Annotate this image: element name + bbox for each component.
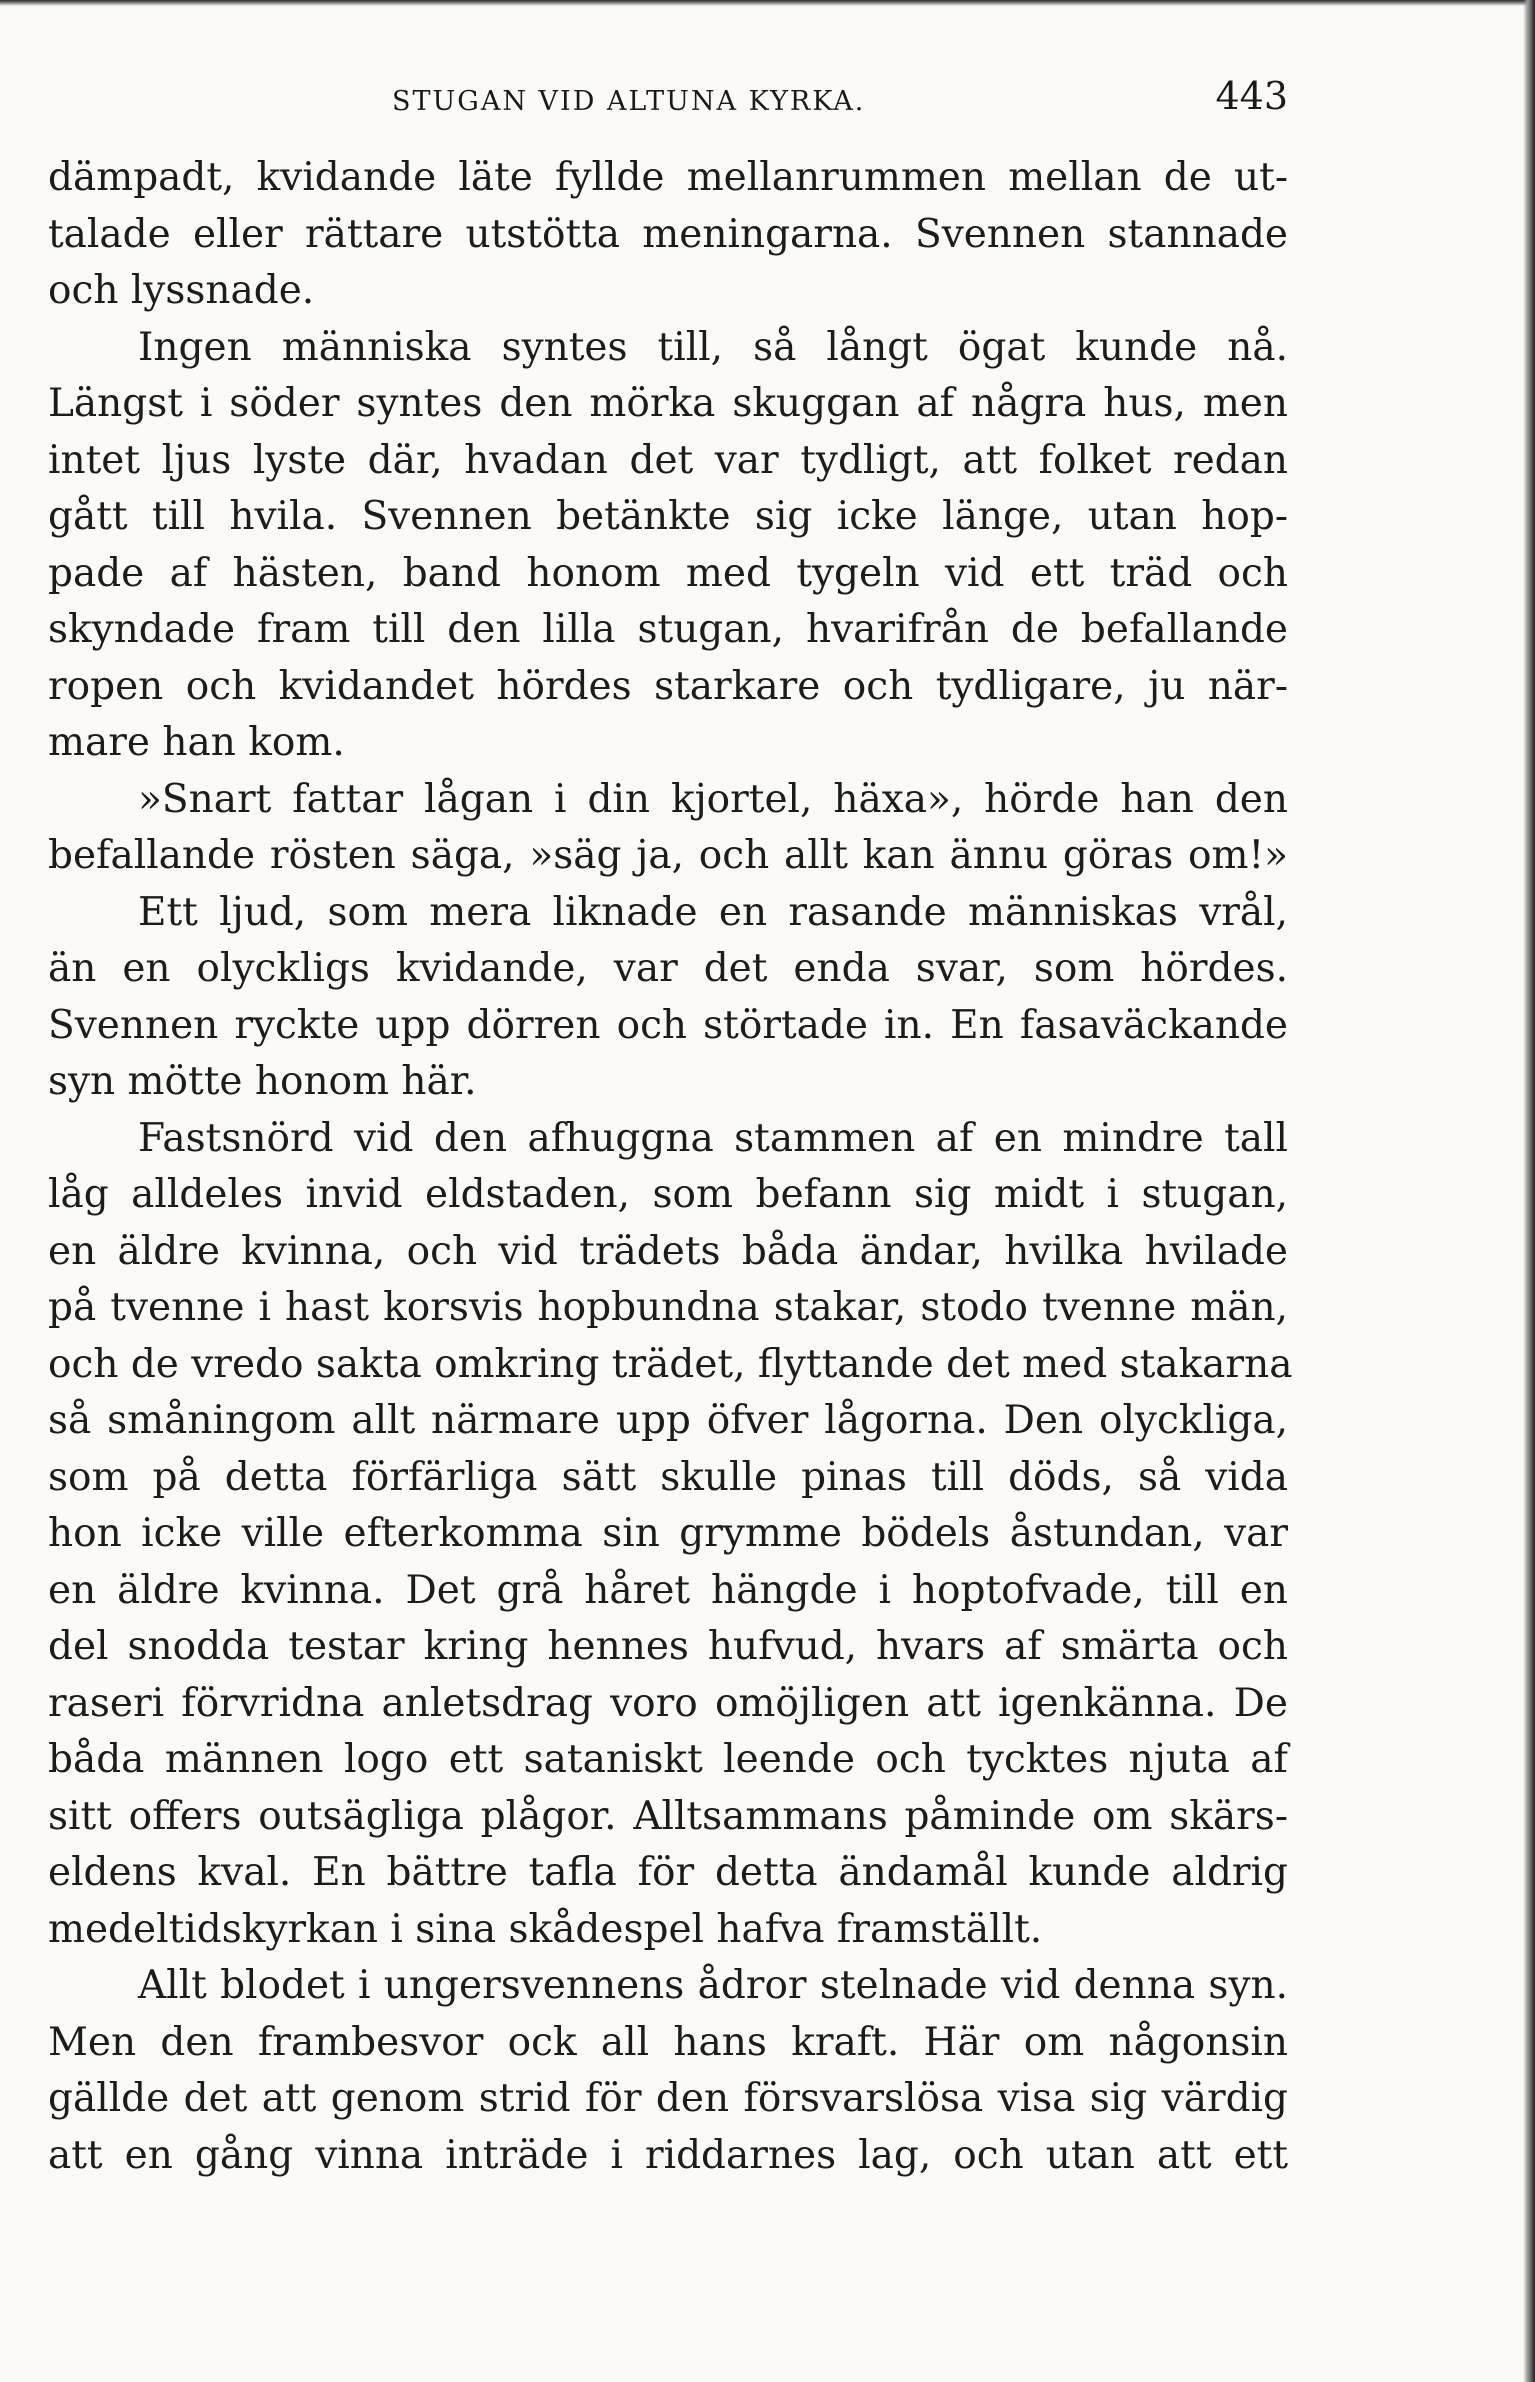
text-line: mare han kom.	[48, 720, 345, 765]
text-line: »Snart fattar lågan i din kjortel, häxa», hörde han den	[138, 776, 1288, 822]
text-line: Svennen ryckte upp dörren och störtade in. En fasaväckande	[48, 1002, 1288, 1048]
page-number: 443	[1215, 74, 1288, 118]
text-line: hon icke ville efterkomma sin grymme bödels åstundan, var	[48, 1511, 1288, 1556]
text-line: talade eller rättare utstötta meningarna. Svennen stannade	[48, 211, 1288, 257]
text-line: så småningom allt närmare upp öfver lågorna. Den olyckliga,	[48, 1398, 1288, 1443]
text-line: Ingen människa syntes till, så långt ögat kunde nå.	[138, 324, 1288, 370]
text-line: som på detta förfärliga sätt skulle pinas till döds, så vida	[48, 1454, 1288, 1500]
page-edge-right	[1523, 0, 1535, 2382]
text-line: skyndade fram till den lilla stugan, hvarifrån de befallande	[48, 607, 1288, 652]
text-line: eldens kval. En bättre tafla för detta ändamål kunde aldrig	[48, 1850, 1288, 1895]
text-line: raseri förvridna anletsdrag voro omöjligen att igenkänna. De	[48, 1680, 1288, 1726]
text-line: gått till hvila. Svennen betänkte sig icke länge, utan hop-	[48, 494, 1288, 539]
text-line: intet ljus lyste där, hvadan det var tydligt, att folket redan	[48, 437, 1288, 483]
text-line: Längst i söder syntes den mörka skuggan af några hus, men	[48, 381, 1288, 426]
text-line: en äldre kvinna, och vid trädets båda ändar, hvilka hvilade	[48, 1228, 1288, 1274]
text-line: en äldre kvinna. Det grå håret hängde i hoptofvade, till en	[48, 1567, 1288, 1613]
text-line: båda männen logo ett sataniskt leende och tycktes njuta af	[48, 1737, 1288, 1782]
text-line: att en gång vinna inträde i riddarnes lag, och utan att ett	[48, 2132, 1288, 2178]
text-line: dämpadt, kvidande läte fyllde mellanrummen mellan de ut-	[48, 155, 1288, 200]
text-line: låg alldeles invid eldstaden, som befann sig midt i stugan,	[48, 1172, 1288, 1217]
page-header	[48, 70, 1288, 130]
text-line: Men den frambesvor ock all hans kraft. Här om någonsin	[48, 2019, 1288, 2065]
text-line: Fastsnörd vid den afhuggna stammen af en mindre tall	[138, 1115, 1288, 1161]
text-line: på tvenne i hast korsvis hopbundna stakar, stodo tvenne män,	[48, 1285, 1288, 1330]
running-head: STUGAN VID ALTUNA KYRKA.	[392, 86, 866, 117]
body-text	[48, 150, 1293, 2184]
text-line: del snodda testar kring hennes hufvud, hvars af smärta och	[48, 1624, 1288, 1669]
text-line: Allt blodet i ungersvennens ådror stelnade vid denna syn.	[138, 1963, 1288, 2008]
page-edge-top	[0, 0, 1535, 6]
text-line: sitt offers outsägliga plågor. Alltsammans påminde om skärs-	[48, 1793, 1288, 1839]
text-line: och lyssnade.	[48, 268, 315, 313]
text-line: Ett ljud, som mera liknade en rasande människas vrål,	[138, 889, 1288, 935]
text-line: pade af hästen, band honom med tygeln vid ett träd och	[48, 550, 1288, 596]
text-line: än en olyckligs kvidande, var det enda svar, som hördes.	[48, 946, 1288, 991]
text-line: gällde det att genom strid för den försvarslösa visa sig värdig	[48, 2076, 1288, 2121]
text-line: syn mötte honom här.	[48, 1059, 477, 1104]
text-line: ropen och kvidandet hördes starkare och tydligare, ju när-	[48, 663, 1288, 709]
text-line: medeltidskyrkan i sina skådespel hafva framställt.	[48, 1906, 1043, 1952]
text-line: och de vredo sakta omkring trädet, flyttande det med stakarna	[48, 1341, 1293, 1387]
text-line: befallande rösten säga, »säg ja, och allt kan ännu göras om!»	[48, 833, 1288, 878]
